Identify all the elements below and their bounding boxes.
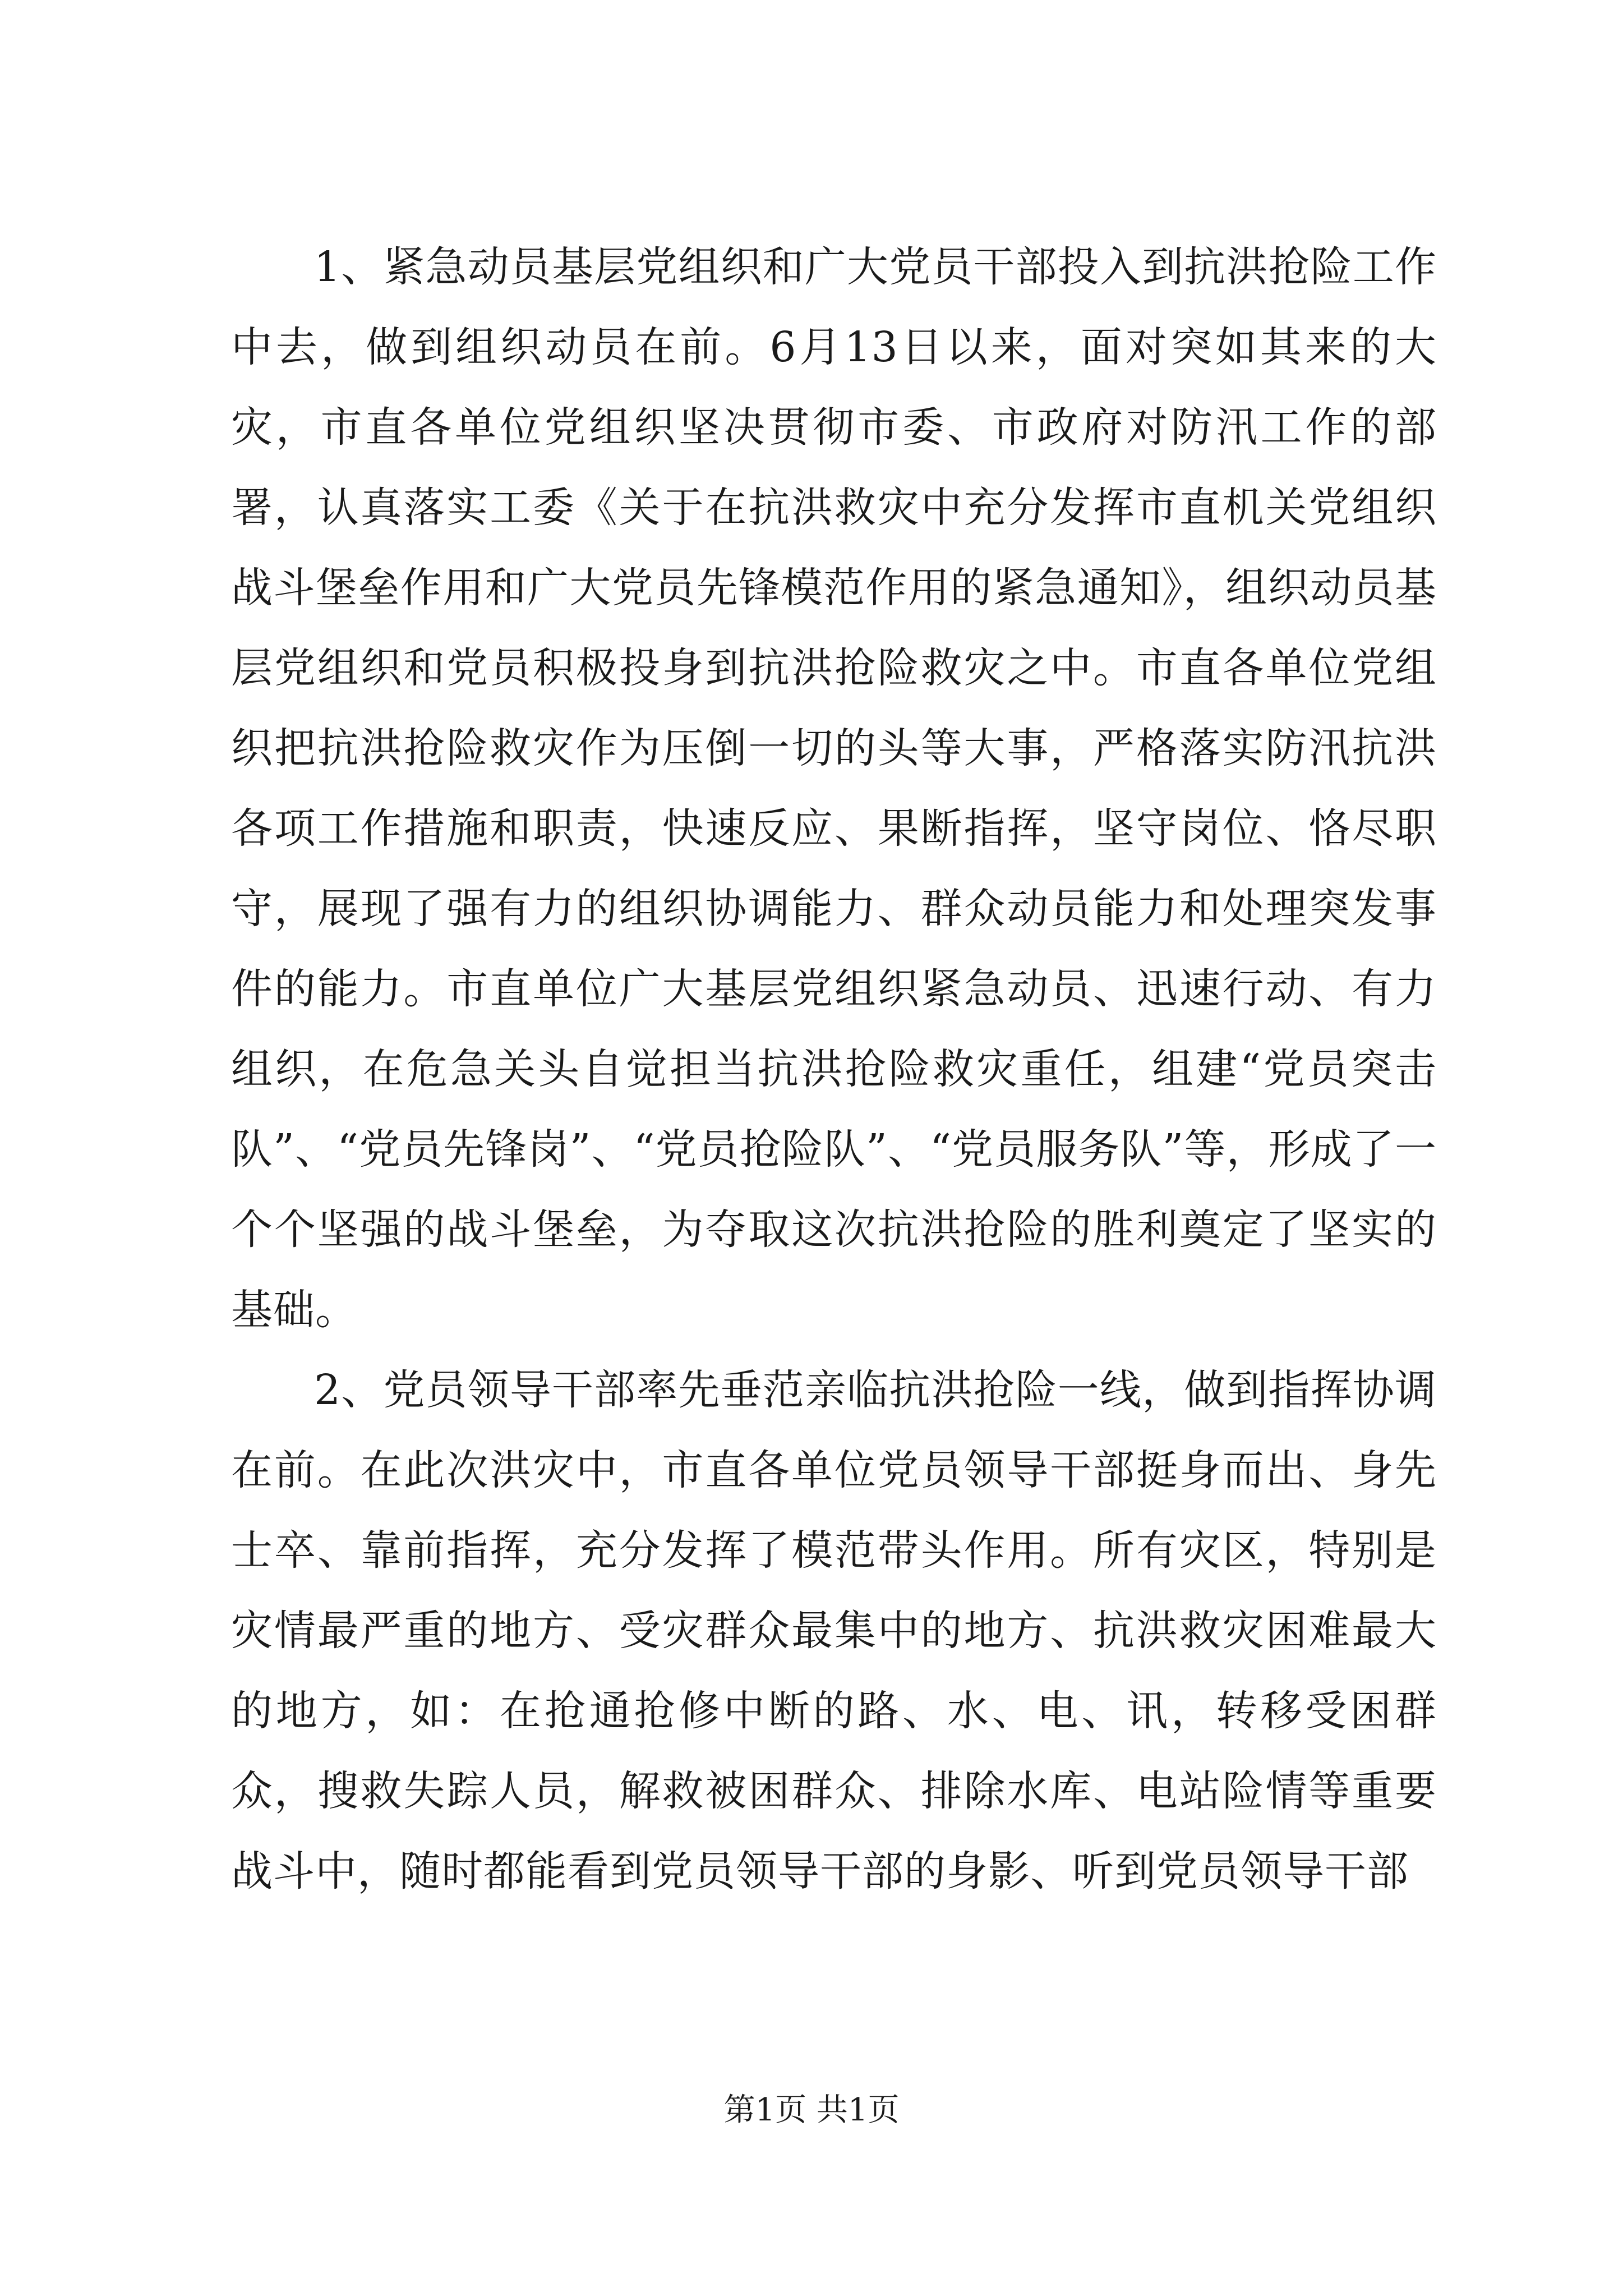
paragraph-2: 2、党员领导干部率先垂范亲临抗洪抢险一线，做到指挥协调在前。在此次洪灾中，市直各单位党员领导干部挺身而出、身先士卒、靠前指挥，充分发挥了模范带头作用。所有灾区，特别是灾情最严重的地方、受灾群众最集中的地方、抗洪救灾困难最大的地方，如：在抢通抢修中断的路、水、电、讯，转移受困群众，搜救失踪人员，解救被困群众、排除水库、电站险情等重要战斗中，随时都能看到党员领导干部的身影、听到党员领导干部 [231, 1366, 1437, 1895]
page-footer [0, 2088, 1623, 2133]
page-number-text: 第1页 共1页 [723, 2092, 900, 2128]
document-body [231, 227, 1437, 1912]
paragraph-1: 1、紧急动员基层党组织和广大党员干部投入到抗洪抢险工作中去，做到组织动员在前。6月13日以来，面对突如其来的大灾，市直各单位党组织坚决贯彻市委、市政府对防汛工作的部署，认真落实工委《关于在抗洪救灾中充分发挥市直机关党组织战斗堡垒作用和广大党员先锋模范作用的紧急通知》，组织动员基层党组织和党员积极投身到抗洪抢险救灾之中。市直各单位党组织把抗洪抢险救灾作为压倒一切的头等大事，严格落实防汛抗洪各项工作措施和职责，快速反应、果断指挥，坚守岗位、恪尽职守，展现了强有力的组织协调能力、群众动员能力和处理突发事件的能力。市直单位广大基层党组织紧急动员、迅速行动、有力组织，在危急关头自觉担当抗洪抢险救灾重任，组建“党员突击队”、“党员先锋岗”、“党员抢险队”、“党员服务队”等，形成了一个个坚强的战斗堡垒，为夺取这次抗洪抢险的胜利奠定了坚实的基础。 [231, 243, 1437, 1334]
